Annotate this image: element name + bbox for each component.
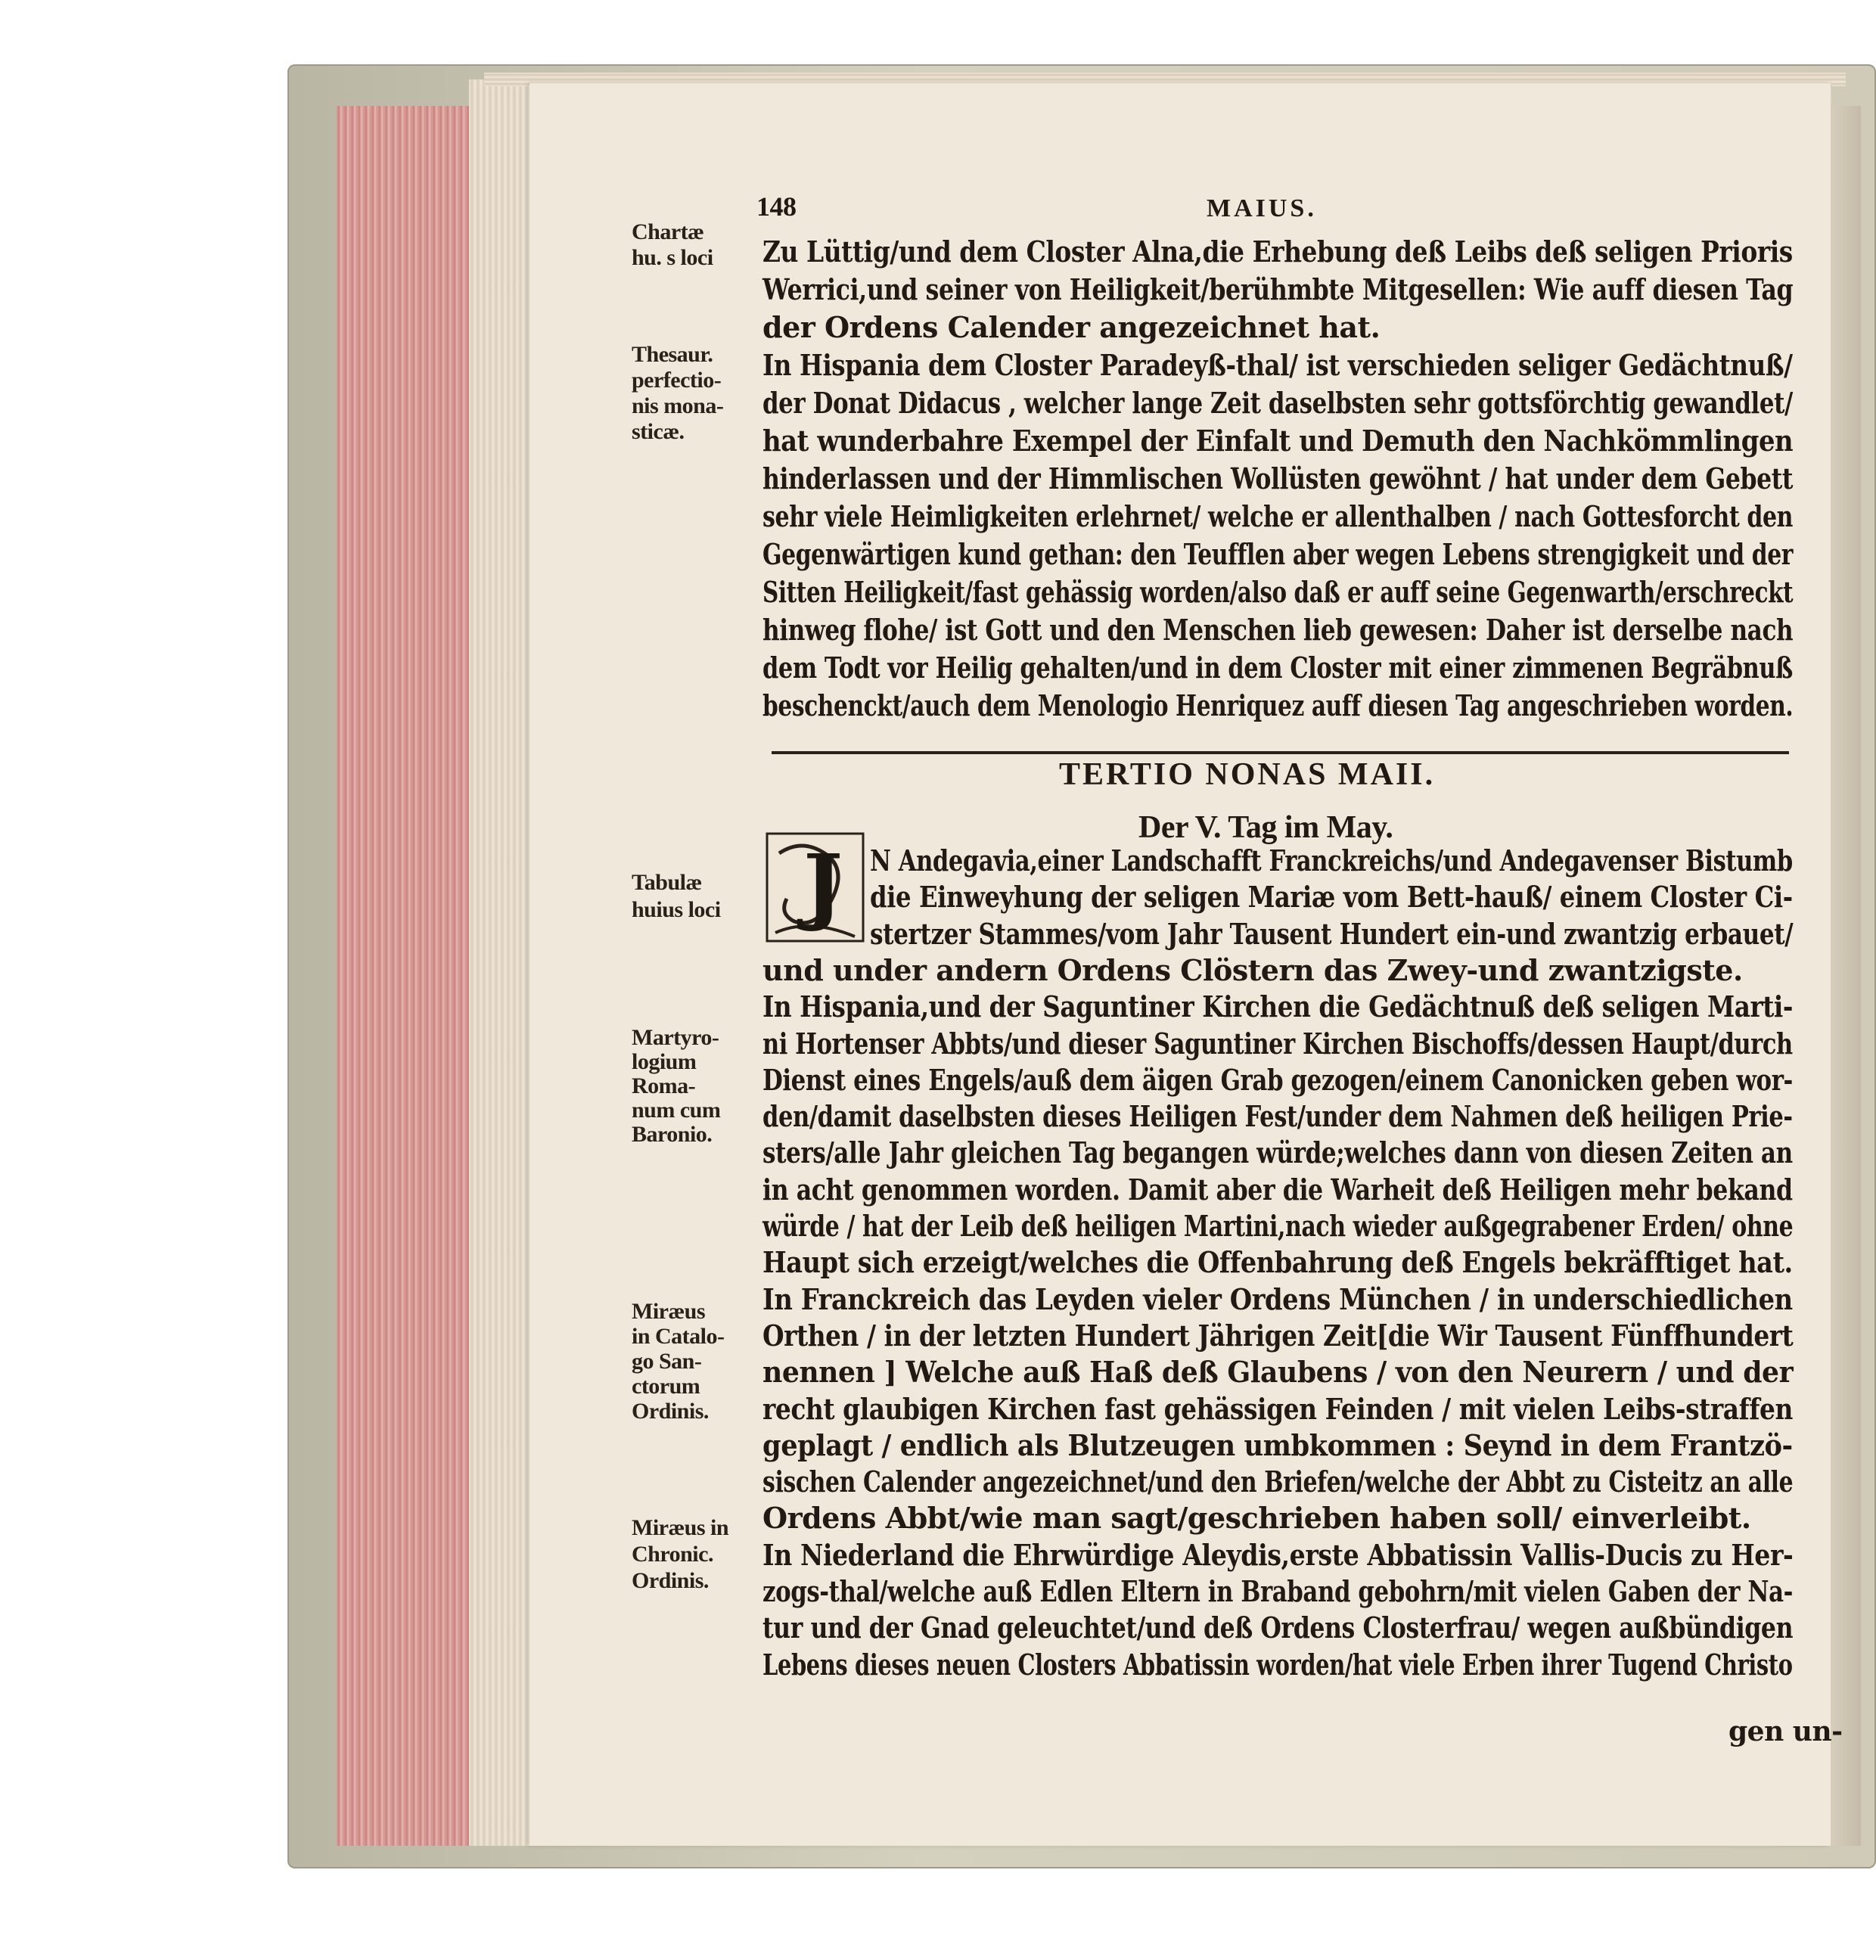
- decorated-initial-letter: [764, 831, 866, 944]
- margin-note-miraeus2: Chronic.: [632, 1542, 713, 1567]
- text-line: In Hispania dem Closter Paradeyß-thal/ ist verschieden seliger Gedächtnuß/: [763, 348, 1793, 382]
- margin-note-miraeus1: go San-: [632, 1349, 702, 1374]
- margin-note-thesaur: Thesaur.: [632, 342, 713, 367]
- text-line: N Andegavia,einer Landschafft Franckreichs/und Andegavenser Bistumb: [870, 843, 1793, 877]
- text-line: Lebens dieses neuen Closters Abbatissin worden/hat viele Erben ihrer Tugend Christo: [763, 1647, 1793, 1682]
- text-line: würde / hat der Leib deß heiligen Martini,nach wieder außgegrabener Erden/ ohne: [763, 1209, 1794, 1243]
- text-line: Dienst eines Engels/auß dem äigen Grab gezogen/einem Canonicken geben wor-: [763, 1062, 1793, 1097]
- text-line: Ordens Abbt/wie man sagt/geschrieben haben soll/ einverleibt.: [763, 1501, 1751, 1536]
- page-edges-stack: [469, 79, 537, 1846]
- text-line: Sitten Heiligkeit/fast gehässig worden/also daß er auff seine Gegenwarth/erschreckt: [763, 575, 1794, 609]
- text-line: in acht genommen worden. Damit aber die Warheit deß Heiligen mehr bekand: [763, 1172, 1793, 1207]
- margin-note-thesaur: sticæ.: [632, 419, 685, 444]
- margin-note-thesaur: perfectio-: [632, 368, 722, 393]
- margin-note-thesaur: nis mona-: [632, 393, 724, 418]
- margin-note-tabulae: Tabulæ: [632, 870, 702, 895]
- text-line: die Einweyhung der seligen Mariæ vom Bett-hauß/ einem Closter Ci-: [870, 880, 1793, 915]
- text-line: hat wunderbahre Exempel der Einfalt und Demuth den Nachkömmlingen: [763, 424, 1794, 458]
- text-line: Werrici,und seiner von Heiligkeit/berühmbte Mitgesellen: Wie auff diesen Tag: [763, 272, 1794, 306]
- text-line: zogs-thal/welche auß Edlen Eltern in Braband gebohrn/mit vielen Gaben der Na-: [763, 1574, 1794, 1608]
- text-line: ni Hortenser Abbts/und dieser Saguntiner Kirchen Bischoffs/dessen Haupt/durch: [763, 1026, 1793, 1061]
- text-line: den/damit daselbsten dieses Heiligen Fest/under dem Nahmen deß heiligen Prie-: [763, 1099, 1793, 1134]
- text-line: In Franckreich das Leyden vieler Ordens München / in underschiedlichen: [763, 1281, 1793, 1316]
- margin-note-martyrologium: logium: [632, 1049, 697, 1074]
- text-line: nennen ] Welche auß Haß deß Glaubens / von den Neurern / und der: [763, 1355, 1794, 1390]
- catchword: gen un-: [1728, 1716, 1843, 1747]
- text-line: der Ordens Calender angezeichnet hat.: [763, 310, 1381, 344]
- margin-note-miraeus1: Ordinis.: [632, 1399, 709, 1424]
- section-divider-rule: [772, 751, 1789, 754]
- section-heading: TERTIO NONAS MAII.: [1059, 757, 1436, 792]
- margin-note-charta: hu. s loci: [632, 245, 713, 270]
- text-line: hinderlassen und der Himmlischen Wollüsten gewöhnt / hat under dem Gebett: [763, 461, 1794, 495]
- running-head: MAIUS.: [1207, 194, 1317, 222]
- text-line: sters/alle Jahr gleichen Tag begangen würde;welches dann von diesen Zeiten an: [763, 1135, 1793, 1170]
- facing-page-edge: [1827, 106, 1861, 1846]
- text-line: Orthen / in der letzten Hundert Jährigen Zeit[die Wir Tausent Fünffhundert: [763, 1318, 1794, 1353]
- margin-note-martyrologium: num cum: [632, 1098, 721, 1123]
- margin-note-martyrologium: Martyro-: [632, 1025, 719, 1050]
- margin-note-tabulae: huius loci: [632, 897, 721, 922]
- margin-note-miraeus1: in Catalo-: [632, 1324, 725, 1349]
- text-line: In Hispania,und der Saguntiner Kirchen die Gedächtnuß deß seligen Marti-: [763, 989, 1794, 1024]
- text-line: sischen Calender angezeichnet/und den Briefen/welche der Abbt zu Cisteitz an alle: [763, 1465, 1794, 1499]
- text-line: Gegenwärtigen kund gethan: den Teufflen aber wegen Lebens strengigkeit und der: [763, 537, 1794, 571]
- text-line: recht glaubigen Kirchen fast gehässigen Feinden / mit vielen Leibs-straffen: [763, 1391, 1793, 1426]
- margin-note-martyrologium: Baronio.: [632, 1122, 713, 1147]
- text-line: dem Todt vor Heilig gehalten/und in dem Closter mit einer zimmenen Begräbnuß: [763, 651, 1793, 685]
- text-line: Zu Lüttig/und dem Closter Alna,die Erhebung deß Leibs deß seligen Prioris: [763, 235, 1793, 269]
- text-line: der Donat Didacus , welcher lange Zeit daselbsten sehr gottsförchtig gewandlet/: [763, 386, 1793, 420]
- text-line: geplagt / endlich als Blutzeugen umbkommen : Seynd in dem Frantzö-: [763, 1427, 1793, 1462]
- margin-note-charta: Chartæ: [632, 219, 704, 244]
- text-line: tur und der Gnad geleuchtet/und deß Ordens Closterfrau/ wegen außbündigen: [763, 1611, 1794, 1645]
- text-line: und under andern Ordens Clöstern das Zwey-und zwantzigste.: [763, 952, 1743, 987]
- margin-note-miraeus1: ctorum: [632, 1374, 700, 1399]
- text-line: Haupt sich erzeigt/welches die Offenbahrung deß Engels bekräfftiget hat.: [763, 1245, 1793, 1280]
- text-line: hinweg flohe/ ist Gott und den Menschen lieb gewesen: Daher ist derselbe nach: [763, 613, 1794, 647]
- text-line: stertzer Stammes/vom Jahr Tausent Hundert ein-und zwantzig erbauet/: [870, 916, 1794, 951]
- margin-note-martyrologium: Roma-: [632, 1073, 696, 1098]
- text-line: sehr viele Heimligkeiten erlehrnet/ welche er allenthalben / nach Gottesforcht den: [763, 499, 1794, 533]
- page-number: 148: [756, 191, 797, 222]
- margin-note-miraeus2: Miræus in: [632, 1515, 729, 1540]
- margin-note-miraeus1: Miræus: [632, 1299, 705, 1324]
- section-subheading: Der V. Tag im May.: [1138, 810, 1393, 845]
- initial-letter-glyph: J: [803, 836, 843, 933]
- text-line: In Niederland die Ehrwürdige Aleydis,erste Abbatissin Vallis-Ducis zu Her-: [763, 1537, 1794, 1572]
- margin-note-miraeus2: Ordinis.: [632, 1568, 709, 1593]
- text-line: beschenckt/auch dem Menologio Henriquez auff diesen Tag angeschrieben worden.: [763, 688, 1794, 722]
